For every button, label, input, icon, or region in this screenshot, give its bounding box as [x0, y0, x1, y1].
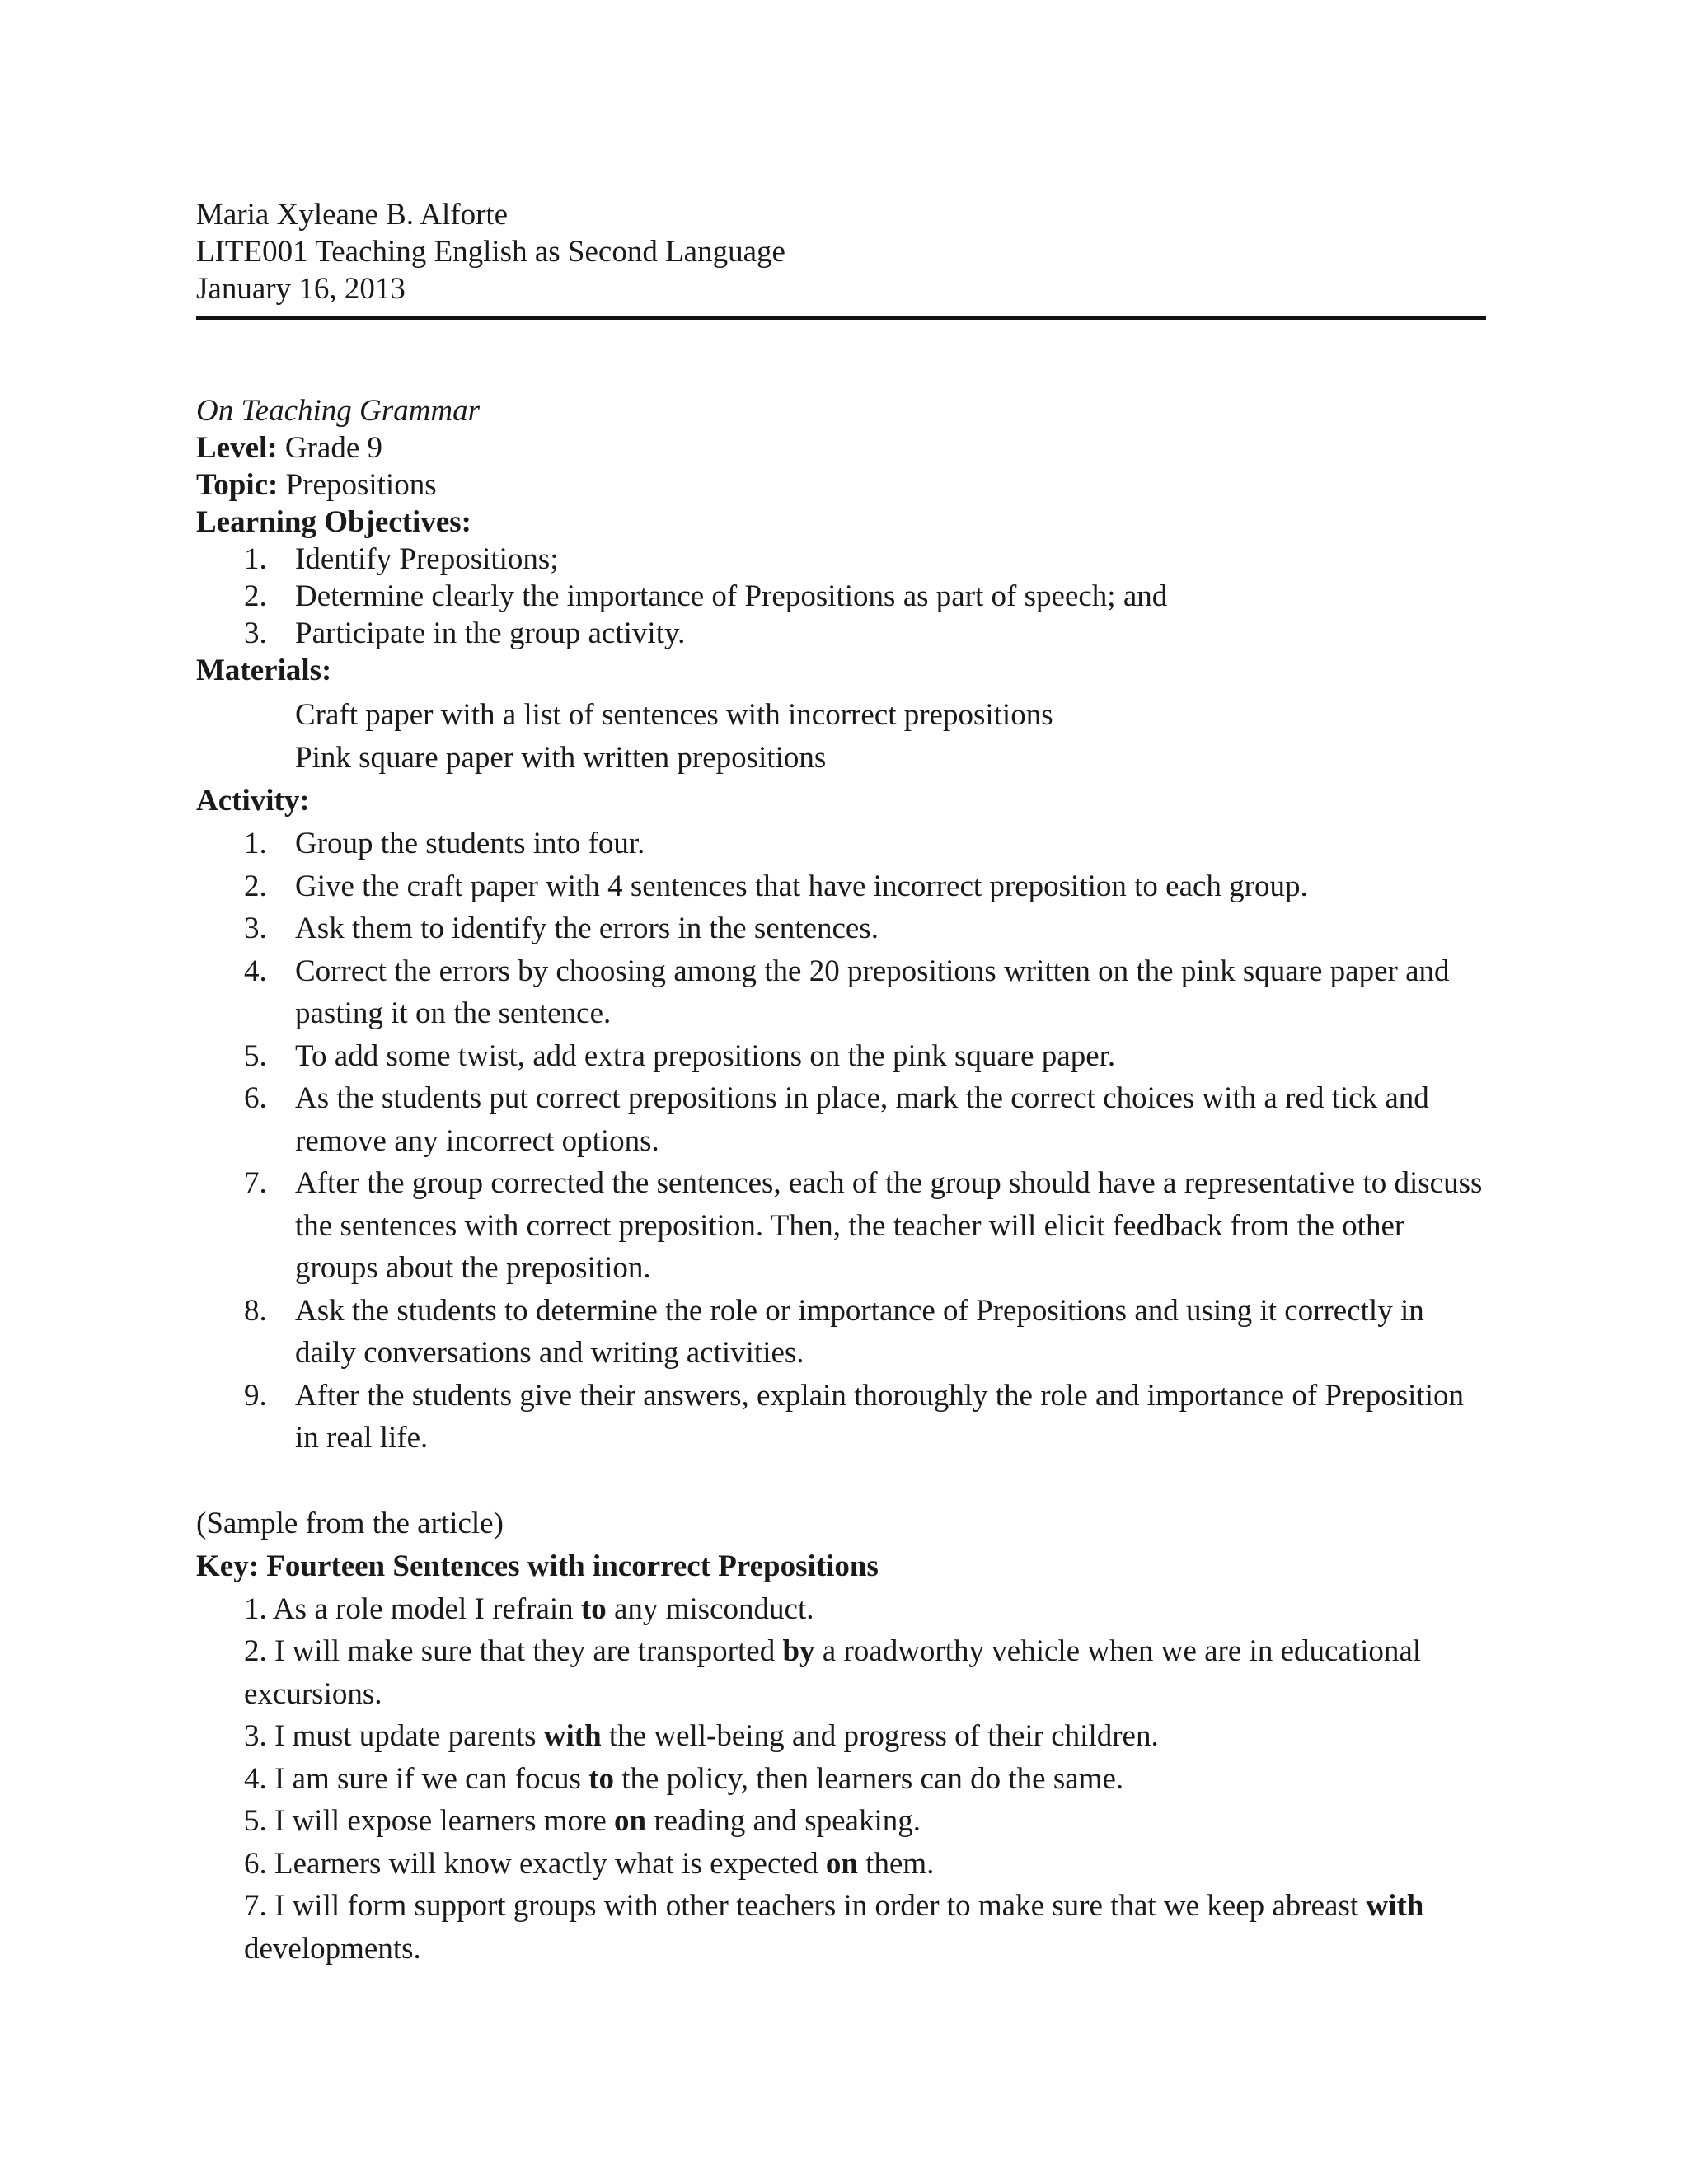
- list-item: [196, 1290, 1486, 1375]
- list-item: [196, 950, 1486, 1035]
- author-name: Maria Xyleane B. Alforte: [196, 198, 509, 232]
- sentence-text: developments.: [244, 1931, 421, 1966]
- sentence-text: 4. I am sure if we can focus: [244, 1761, 589, 1796]
- key-sentence: [196, 1715, 1486, 1758]
- topic-label: Topic:: [196, 468, 279, 502]
- item-text: As the students put correct prepositions in place, mark the correct choices with a red tick and remove any incorrect options.: [295, 1081, 1429, 1158]
- key-sentence: [196, 1630, 1486, 1715]
- topic-value: Prepositions: [278, 468, 437, 502]
- topic-row: [196, 466, 1486, 504]
- item-number: 3.: [244, 912, 267, 945]
- incorrect-preposition: with: [1366, 1889, 1424, 1923]
- incorrect-preposition: on: [614, 1804, 647, 1838]
- item-text: Ask them to identify the errors in the sentences.: [295, 912, 879, 945]
- sentence-text: 3. I must update parents: [244, 1719, 544, 1753]
- incorrect-preposition: by: [782, 1634, 815, 1668]
- key-heading: Key: Fourteen Sentences with incorrect Prepositions: [196, 1549, 879, 1583]
- level-label: Level:: [196, 431, 278, 465]
- sentence-text: the policy, then learners can do the same.: [613, 1761, 1124, 1796]
- incorrect-preposition: to: [588, 1761, 614, 1796]
- list-item: [196, 907, 1486, 950]
- key-sentence: [196, 1843, 1486, 1886]
- list-item: [196, 578, 1486, 615]
- document-page: [196, 196, 1486, 1970]
- item-number: 9.: [244, 1378, 267, 1413]
- item-number: 4.: [244, 954, 267, 988]
- item-number: 3.: [244, 616, 267, 650]
- item-number: 2.: [244, 579, 267, 613]
- key-sentence: [196, 1758, 1486, 1801]
- document-date: January 16, 2013: [196, 272, 406, 306]
- level-row: [196, 429, 1486, 466]
- item-number: 1.: [244, 827, 267, 860]
- item-text: Identify Prepositions;: [295, 542, 559, 576]
- sentence-text: 6. Learners will know exactly what is expected: [244, 1846, 826, 1881]
- item-number: 8.: [244, 1293, 267, 1328]
- sentence-text: 2. I will make sure that they are transported: [244, 1634, 783, 1668]
- list-item: [196, 1077, 1486, 1162]
- course-title: LITE001 Teaching English as Second Language: [196, 235, 785, 269]
- item-text: Participate in the group activity.: [295, 616, 686, 650]
- activity-heading: Activity:: [196, 784, 310, 818]
- item-text: Determine clearly the importance of Prepositions as part of speech; and: [295, 579, 1168, 613]
- list-item: [196, 823, 1486, 865]
- sentence-text: them.: [857, 1846, 935, 1881]
- document-title: On Teaching Grammar: [196, 394, 480, 428]
- materials-heading: Materials:: [196, 654, 332, 687]
- material-item: Pink square paper with written prepositions: [295, 741, 827, 775]
- sentence-text: a roadworthy vehicle when we are in educational excursions.: [244, 1634, 1422, 1711]
- sentence-text: the well-being and progress of their children.: [601, 1719, 1159, 1753]
- sentence-text: 1. As a role model I refrain: [244, 1591, 581, 1626]
- objectives-list: [196, 541, 1486, 652]
- item-number: 5.: [244, 1038, 267, 1073]
- objectives-heading: Learning Objectives:: [196, 505, 471, 539]
- item-text: Group the students into four.: [295, 827, 645, 860]
- list-item: [196, 1035, 1486, 1078]
- list-item: [196, 1375, 1486, 1460]
- key-sentence: [196, 1885, 1486, 1970]
- incorrect-preposition: with: [543, 1719, 602, 1753]
- item-text: After the group corrected the sentences, each of the group should have a representative to discuss the sentences with correct preposition. Then, the teacher will elicit feedback from the other groups about the preposition.: [295, 1166, 1483, 1285]
- sentence-text: 7. I will form support groups with other teachers in order to make sure that we keep abreast: [244, 1889, 1367, 1923]
- item-text: Ask the students to determine the role or importance of Prepositions and using it correctly in daily conversations and writing activities.: [295, 1293, 1424, 1370]
- item-text: Correct the errors by choosing among the 20 prepositions written on the pink square paper and pasting it on the sentence.: [295, 954, 1450, 1030]
- list-item: [196, 541, 1486, 578]
- key-sentence: [196, 1800, 1486, 1843]
- list-item: [196, 615, 1486, 652]
- level-value: Grade 9: [277, 431, 383, 465]
- incorrect-preposition: to: [580, 1591, 607, 1626]
- list-item: [196, 865, 1486, 908]
- key-sentence: [196, 1588, 1486, 1631]
- incorrect-preposition: on: [825, 1846, 858, 1881]
- item-number: 2.: [244, 869, 267, 903]
- item-text: After the students give their answers, explain thoroughly the role and importance of Preposition in real life.: [295, 1378, 1464, 1455]
- sentence-text: any misconduct.: [606, 1591, 814, 1626]
- item-number: 7.: [244, 1166, 267, 1200]
- item-number: 1.: [244, 542, 267, 576]
- sample-note: (Sample from the article): [196, 1506, 504, 1540]
- list-item: [196, 1162, 1486, 1290]
- activity-list: [196, 823, 1486, 1460]
- item-text: To add some twist, add extra prepositions on the pink square paper.: [295, 1038, 1116, 1073]
- key-sentence-list: [196, 1588, 1486, 1971]
- item-text: Give the craft paper with 4 sentences that have incorrect preposition to each group.: [295, 869, 1308, 903]
- sentence-text: 5. I will expose learners more: [244, 1804, 614, 1838]
- material-item: Craft paper with a list of sentences with incorrect prepositions: [295, 698, 1053, 732]
- item-number: 6.: [244, 1081, 267, 1115]
- sentence-text: reading and speaking.: [646, 1804, 921, 1838]
